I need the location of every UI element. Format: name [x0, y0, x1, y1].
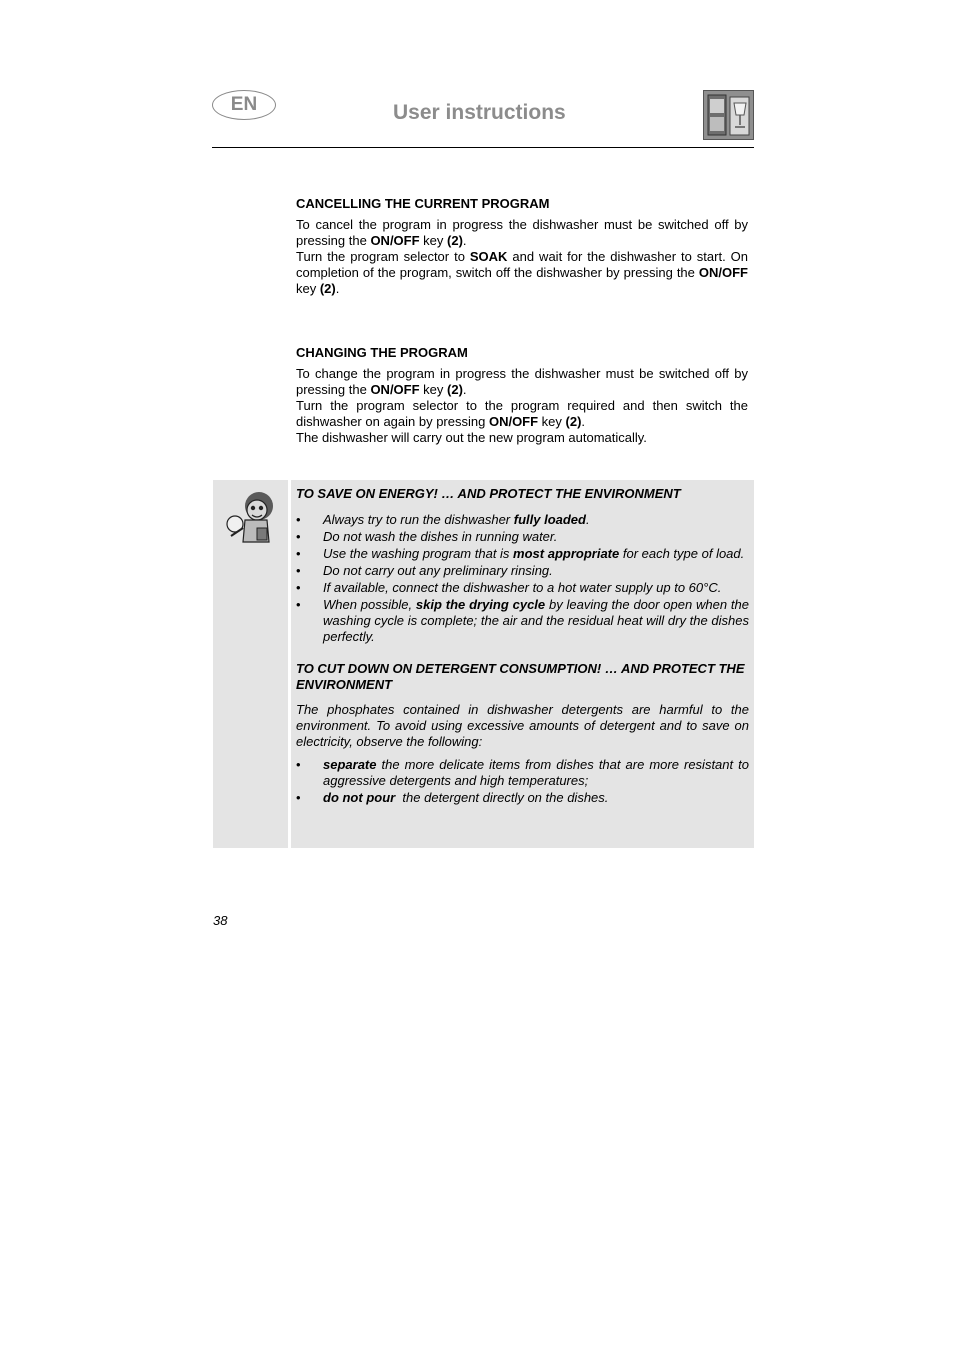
text: .	[335, 281, 340, 296]
bullet: •	[296, 512, 301, 527]
bold-text: ON/OFF	[370, 233, 420, 248]
text: key	[296, 281, 320, 296]
mascot-icon	[223, 488, 279, 544]
text: the detergent directly on the dishes.	[395, 790, 609, 805]
cancel-section	[296, 196, 748, 297]
bullet: •	[296, 597, 301, 612]
change-section	[296, 345, 748, 446]
list-item	[296, 580, 749, 596]
bullet: •	[296, 546, 301, 561]
bullet: •	[296, 757, 301, 772]
text: Do not wash the dishes in running water.	[323, 529, 558, 544]
text: key	[419, 382, 448, 397]
bold-text: do not pour	[323, 790, 396, 805]
text: by leaving the door open when the washing cycle is complete; the air and the residual heat will dry the dishes perfectly.	[323, 597, 749, 644]
bold-text: fully loaded	[513, 512, 586, 527]
detergent-list	[296, 757, 749, 806]
text: To change the program in progress the dishwasher must be switched off by pressing the	[296, 366, 748, 397]
energy-heading: TO SAVE ON ENERGY! … AND PROTECT THE ENVIRONMENT	[296, 486, 681, 501]
list-item	[296, 546, 749, 562]
text: .	[462, 233, 467, 248]
text: the more delicate items from dishes that are more resistant to aggressive detergents and high temperatures;	[323, 757, 749, 788]
text: Turn the program selector to	[296, 249, 470, 264]
tips-content	[291, 480, 754, 848]
change-heading: CHANGING THE PROGRAM	[296, 345, 468, 360]
text: To cancel the program in progress the dishwasher must be switched off by pressing the	[296, 217, 748, 248]
tips-box	[213, 480, 754, 848]
text: Do not carry out any preliminary rinsing.	[323, 563, 553, 578]
bullet: •	[296, 790, 301, 805]
detergent-heading: TO CUT DOWN ON DETERGENT CONSUMPTION! … AND PROTECT THE ENVIRONMENT	[296, 661, 745, 692]
bold-text: (2)	[319, 281, 336, 296]
text: Always try to run the dishwasher	[323, 512, 514, 527]
cancel-heading: CANCELLING THE CURRENT PROGRAM	[296, 196, 550, 211]
page-number: 38	[213, 913, 228, 928]
list-item	[296, 529, 749, 545]
text: .	[581, 414, 586, 429]
text: If available, connect the dishwasher to a hot water supply up to 60°C.	[323, 580, 722, 595]
bold-text: ON/OFF	[698, 265, 748, 280]
tips-icon-column	[213, 480, 288, 848]
page-title: User instructions	[393, 101, 566, 124]
text: Use the washing program that is	[323, 546, 514, 561]
bold-text: SOAK	[469, 249, 508, 264]
bold-text: (2)	[447, 382, 463, 397]
energy-list	[296, 512, 749, 645]
text: key	[538, 414, 566, 429]
list-item	[296, 512, 749, 528]
list-item	[296, 757, 749, 789]
bold-text: (2)	[565, 414, 582, 429]
list-item	[296, 597, 749, 645]
change-paragraph-3: The dishwasher will carry out the new program automatically.	[296, 430, 647, 445]
bullet: •	[296, 580, 301, 595]
text: and wait for the dishwasher to start. On completion of the program, switch off the dishwasher by pressing the	[296, 249, 749, 280]
cancel-paragraph-2	[296, 249, 748, 297]
text: .	[585, 512, 590, 527]
bold-text: separate	[323, 757, 377, 772]
bold-text: ON/OFF	[488, 414, 539, 429]
text: When possible,	[323, 597, 416, 612]
list-item	[296, 563, 749, 579]
detergent-intro: The phosphates contained in dishwasher detergents are harmful to the environment. To avoid using excessive amounts of detergent and to save on electricity, observe the following:	[296, 702, 749, 749]
list-item	[296, 790, 749, 806]
language-badge: EN	[212, 90, 276, 120]
bold-text: (2)	[447, 233, 463, 248]
text: Turn the program selector to the program required and then switch the dishwasher on again by pressing	[296, 398, 748, 429]
bold-text: ON/OFF	[370, 382, 420, 397]
header-divider	[212, 147, 754, 148]
bold-text: skip the drying cycle	[415, 597, 546, 612]
bold-text: most appropriate	[513, 546, 620, 561]
bullet: •	[296, 529, 301, 544]
change-paragraph-2	[296, 398, 748, 430]
change-paragraph-1	[296, 366, 748, 398]
dishwasher-icon	[703, 90, 754, 140]
cancel-paragraph-1	[296, 217, 748, 249]
bullet: •	[296, 563, 301, 578]
text: for each type of load.	[619, 546, 745, 561]
text: key	[419, 233, 448, 248]
text: .	[462, 382, 467, 397]
